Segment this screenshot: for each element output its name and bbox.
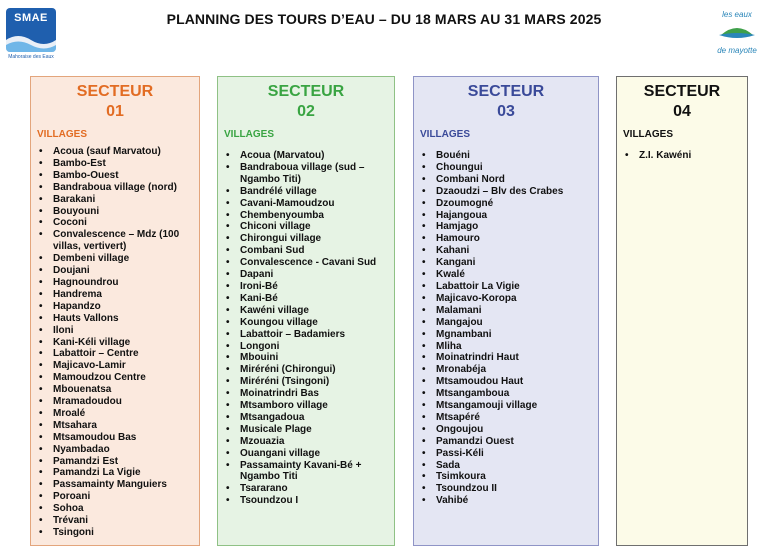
village-item: • Miréréni (Tsingoni) xyxy=(224,376,388,388)
village-item: • Malamani xyxy=(420,305,592,317)
village-list xyxy=(37,146,193,539)
villages-label: VILLAGES xyxy=(420,129,471,140)
island-icon xyxy=(717,19,757,41)
village-item: • Pamandzi Ouest xyxy=(420,436,592,448)
village-item: • Kawéni village xyxy=(224,305,388,317)
smae-logo-text: SMAE xyxy=(14,12,48,24)
smae-logo-tagline: Mahoraise des Eaux xyxy=(8,54,54,60)
village-item: • Mgnambani xyxy=(420,329,592,341)
village-item: • Barakani xyxy=(37,194,193,206)
village-item: • Bandraboua village (nord) xyxy=(37,182,193,194)
village-item: • Hajangoua xyxy=(420,210,592,222)
village-list xyxy=(623,150,741,162)
village-item: • Mtsamoudou Bas xyxy=(37,432,193,444)
village-item: • Cavani-Mamoudzou xyxy=(224,198,388,210)
village-item: • Mtsamoudou Haut xyxy=(420,376,592,388)
village-item: • Miréréni (Chirongui) xyxy=(224,364,388,376)
village-item: • Kwalé xyxy=(420,269,592,281)
village-item: • Labattoir La Vigie xyxy=(420,281,592,293)
village-item: • Tsimkoura xyxy=(420,471,592,483)
village-item: • Mliha xyxy=(420,341,592,353)
village-item: • Moinatrindri Bas xyxy=(224,388,388,400)
logo-right-line1: les eaux xyxy=(722,10,752,19)
village-item: • Ironi-Bé xyxy=(224,281,388,293)
village-item: • Vahibé xyxy=(420,495,592,507)
village-item: • Tsararano xyxy=(224,483,388,495)
village-item: • Labattoir – Badamiers xyxy=(224,329,388,341)
sector-title: SECTEUR xyxy=(76,83,154,100)
village-item: • Coconi xyxy=(37,217,193,229)
village-item: • Hagnoundrou xyxy=(37,277,193,289)
village-item: • Dzaoudzi – Blv des Crabes xyxy=(420,186,592,198)
sector-03-panel xyxy=(413,76,599,546)
village-item: • Iloni xyxy=(37,325,193,337)
village-item: • Mtsangamboua xyxy=(420,388,592,400)
sector-title: SECTEUR xyxy=(467,83,545,100)
sector-02-panel xyxy=(217,76,395,546)
village-item: • Mtsangamouji village xyxy=(420,400,592,412)
village-item: • Mbouenatsa xyxy=(37,384,193,396)
villages-label: VILLAGES xyxy=(623,129,674,140)
village-item: • Koungou village xyxy=(224,317,388,329)
village-item: • Kani-Kéli village xyxy=(37,337,193,349)
village-item: • Mtsangadoua xyxy=(224,412,388,424)
sector-number: 02 xyxy=(297,103,315,120)
smae-logo xyxy=(6,8,58,68)
village-item: • Sohoa xyxy=(37,503,193,515)
village-item: • Chembenyoumba xyxy=(224,210,388,222)
village-item: • Bouyouni xyxy=(37,206,193,218)
village-item: • Dembeni village xyxy=(37,253,193,265)
village-item: • Tsoundzou II xyxy=(420,483,592,495)
village-item: • Pamandzi Est xyxy=(37,456,193,468)
village-item: • Z.I. Kawéni xyxy=(623,150,741,162)
village-item: • Passamainty Manguiers xyxy=(37,479,193,491)
village-item: • Handrema xyxy=(37,289,193,301)
village-item: • Tsoundzou I xyxy=(224,495,388,507)
village-item: • Mtsahara xyxy=(37,420,193,432)
village-item: • Dzoumogné xyxy=(420,198,592,210)
village-item: • Doujani xyxy=(37,265,193,277)
village-item: • Trévani xyxy=(37,515,193,527)
village-list xyxy=(224,150,388,507)
village-item: • Choungui xyxy=(420,162,592,174)
sector-number: 01 xyxy=(106,103,124,120)
les-eaux-de-mayotte-logo xyxy=(712,10,762,60)
village-item: • Passi-Kéli xyxy=(420,448,592,460)
village-item: • Convalescence – Mdz (100 villas, vertivert) xyxy=(37,229,193,253)
village-item: • Mangajou xyxy=(420,317,592,329)
village-item: • Moinatrindri Haut xyxy=(420,352,592,364)
village-item: • Bambo-Ouest xyxy=(37,170,193,182)
village-item: • Mramadoudou xyxy=(37,396,193,408)
village-item: • Passamainty Kavani-Bé + Ngambo Titi xyxy=(224,460,388,484)
village-item: • Hauts Vallons xyxy=(37,313,193,325)
smae-logo-badge xyxy=(6,8,56,52)
village-item: • Bambo-Est xyxy=(37,158,193,170)
village-item: • Nyambadao xyxy=(37,444,193,456)
village-item: • Hapandzo xyxy=(37,301,193,313)
village-item: • Bandrélé village xyxy=(224,186,388,198)
village-item: • Sada xyxy=(420,460,592,472)
village-item: • Acoua (Marvatou) xyxy=(224,150,388,162)
village-item: • Ouangani village xyxy=(224,448,388,460)
sector-number: 04 xyxy=(673,103,691,120)
village-item: • Hamjago xyxy=(420,221,592,233)
village-item: • Mroalé xyxy=(37,408,193,420)
village-item: • Musicale Plage xyxy=(224,424,388,436)
village-item: • Poroani xyxy=(37,491,193,503)
village-item: • Kani-Bé xyxy=(224,293,388,305)
page-title: PLANNING DES TOURS D’EAU – DU 18 MARS AU 31 MARS 2025 xyxy=(166,11,602,27)
village-item: • Labattoir – Centre xyxy=(37,348,193,360)
village-item: • Chirongui village xyxy=(224,233,388,245)
sector-number: 03 xyxy=(497,103,515,120)
sector-title: SECTEUR xyxy=(267,83,345,100)
village-item: • Convalescence - Cavani Sud xyxy=(224,257,388,269)
village-item: • Mtsapéré xyxy=(420,412,592,424)
village-item: • Dapani xyxy=(224,269,388,281)
village-item: • Kahani xyxy=(420,245,592,257)
village-item: • Pamandzi La Vigie xyxy=(37,467,193,479)
sector-title: SECTEUR xyxy=(643,83,721,100)
village-item: • Hamouro xyxy=(420,233,592,245)
village-item: • Majicavo-Koropa xyxy=(420,293,592,305)
village-item: • Bandraboua village (sud – Ngambo Titi) xyxy=(224,162,388,186)
wave-icon xyxy=(6,30,56,52)
sector-01-panel xyxy=(30,76,200,546)
village-item: • Acoua (sauf Marvatou) xyxy=(37,146,193,158)
village-item: • Chiconi village xyxy=(224,221,388,233)
village-item: • Ongoujou xyxy=(420,424,592,436)
village-item: • Combani Sud xyxy=(224,245,388,257)
village-item: • Mamoudzou Centre xyxy=(37,372,193,384)
village-item: • Mtsamboro village xyxy=(224,400,388,412)
village-item: • Kangani xyxy=(420,257,592,269)
village-item: • Mbouini xyxy=(224,352,388,364)
villages-label: VILLAGES xyxy=(37,129,88,140)
village-item: • Tsingoni xyxy=(37,527,193,539)
village-item: • Combani Nord xyxy=(420,174,592,186)
village-item: • Bouéni xyxy=(420,150,592,162)
village-item: • Mzouazia xyxy=(224,436,388,448)
village-item: • Longoni xyxy=(224,341,388,353)
village-list xyxy=(420,150,592,507)
villages-label: VILLAGES xyxy=(224,129,275,140)
village-item: • Majicavo-Lamir xyxy=(37,360,193,372)
logo-right-line2: de mayotte xyxy=(717,46,757,55)
village-item: • Mronabéja xyxy=(420,364,592,376)
sector-04-panel xyxy=(616,76,748,546)
